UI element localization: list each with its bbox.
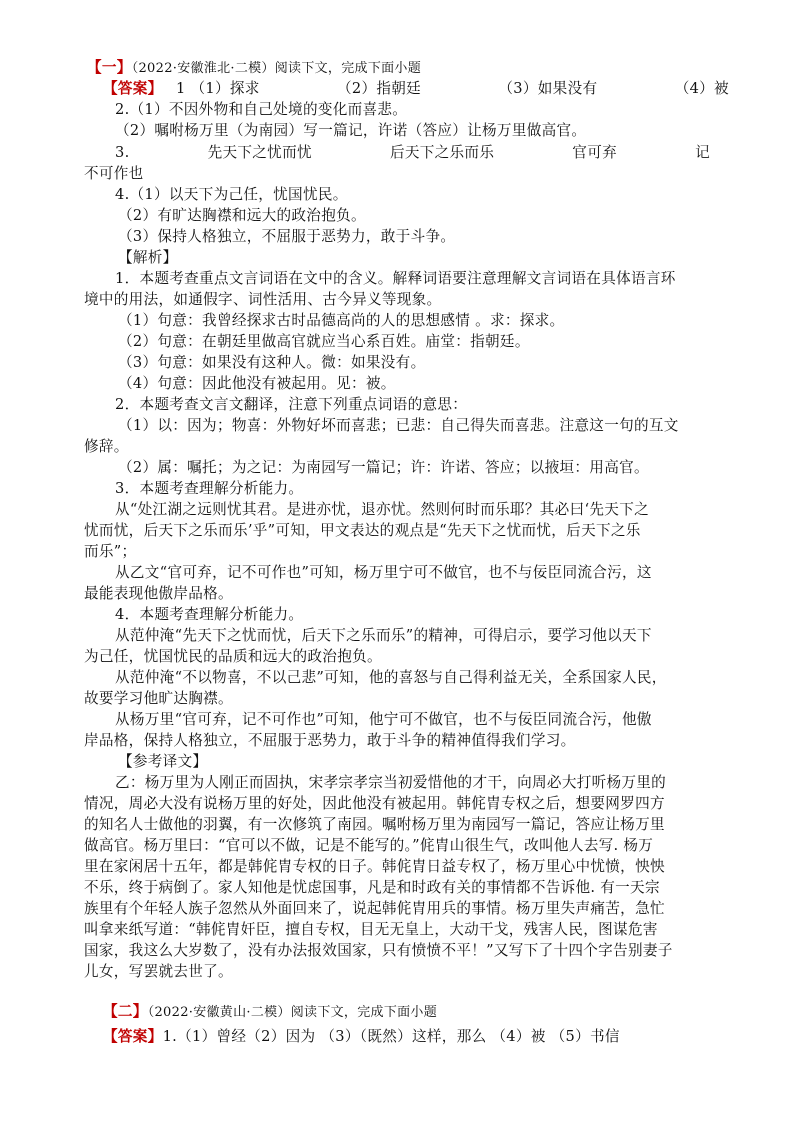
section-1-header [87,58,421,79]
section-2-answer-text: 1.（1）曾经（2）因为 （3）（既然）这样，那么 （4）被 （5）书信 [162,1028,620,1045]
answer-4-1: 4.（1）以天下为己任，忧国忧民。 [115,186,348,203]
analysis-3-text: 而乐”； [84,543,137,560]
analysis-1-item: （2）句意：在朝廷里做高官就应当心系百姓。庙堂：指朝廷。 [118,333,530,350]
answer-4-3: （3）保持人格独立，不屈服于恶势力，敢于斗争。 [118,228,456,245]
answer-2-2: （2）嘱咐杨万里（为南园）写一篇记，许诺（答应）让杨万里做高官。 [115,122,587,139]
analysis-4-text: 从范仲淹“不以物喜，不以己悲”可知，他的喜怒与自己得利益无关，全系国家人民， [115,669,667,686]
analysis-4-text: 岸品格，保持人格独立，不屈服于恶势力，敢于斗争的精神值得我们学习。 [84,732,576,749]
section-2-answer [103,1027,620,1047]
answer-1-cell: （2）指朝廷 [337,80,422,97]
section-2-label: 【二】 [103,1003,148,1020]
analysis-4-text: 从杨万里“官可弃，记不可作也”可知，他宁可不做官，也不与佞臣同流合污，他傲 [115,711,652,728]
answer-label: 【答案】 [103,80,163,97]
analysis-2-item: 修辞。 [84,438,129,455]
analysis-3-text: 最能表现他傲岸品格。 [84,585,233,602]
translation-text: 叫拿来纸写道：“韩侂胄奸臣，擅自专权，目无无皇上，大动干戈，残害人民，图谋危害 [84,921,658,938]
answer-1-cells [176,79,729,99]
answer-2-1: 2.（1）不因外物和自己处境的变化而喜悲。 [115,101,408,118]
answer-3-cell: 后天下之乐而乐 [389,144,495,161]
analysis-2-item: （2）属：嘱托；为之记：为南园写一篇记；许：许诺、答应；以掖垣：用高官。 [118,459,649,476]
translation-label: 【参考译文】 [118,753,208,770]
section-2-header [103,1002,437,1023]
translation-text: 的知名人士做他的羽翼，有一次修筑了南园。嘱咐杨万里为南园写一篇记，答应让杨万里 [84,816,665,833]
analysis-4-text: 从范仲淹“先天下之忧而忧，后天下之乐而乐”的精神，可得启示，要学习他以天下 [115,627,652,644]
answer-1-cell: 1 （1）探求 [176,80,260,97]
answer-3-cell: 官可弃 [572,144,617,161]
translation-text: 儿女，写罢就去世了。 [84,963,233,980]
analysis-1-item: （1）句意：我曾经探求古时品德高尚的人的思想感情 。求：探求。 [118,312,565,329]
answer-3-cell: 记 [695,144,710,161]
answer-3-cell: 先天下之忧而忧 [207,144,312,161]
section-2-answer-label: 【答案】 [103,1028,163,1045]
translation-text: 国家，我这么大岁数了，没有办法报效国家，只有愤愤不平！”又写下了十四个字告别妻子 [84,942,673,959]
analysis-3-text: 从“处江湖之远则忧其君。是进亦忧，退亦忧。然则何时而乐耶？其必曰‘先天下之 [115,501,649,518]
answer-3-cell: 3. [115,144,130,161]
analysis-4-text: 4．本题考查理解分析能力。 [115,606,304,623]
analysis-3-text: 从乙文“官可弃，记不可作也”可知，杨万里宁可不做官，也不与佞臣同流合污，这 [115,564,652,581]
translation-text: 里在家闲居十五年，都是韩侂胄专权的日子。韩侂胄日益专权了，杨万里心中忧愤，怏怏 [84,858,665,875]
analysis-1-item: （4）句意：因此他没有被起用。见：被。 [118,375,396,392]
answer-3-continued: 不可作也 [84,165,144,182]
analysis-2-item: （1）以：因为；物喜：外物好坏而喜悲；已悲：自己得失而喜悲。注意这一句的互文 [118,417,679,434]
section-2-title: （2022·安徽黄山·二模）阅读下文，完成下面小题 [147,1005,438,1020]
analysis-3-text: 3．本题考查理解分析能力。 [115,480,304,497]
analysis-4-text: 为己任，忧国忧民的品质和远大的政治抱负。 [84,648,382,665]
translation-text: 不乐，终于病倒了。家人知他是忧虑国事，凡是和时政有关的事情都不告诉他. 有一天宗 [84,879,660,896]
analysis-4-text: 故要学习他旷达胸襟。 [84,690,233,707]
analysis-3-text: 忧而忧，后天下之乐而乐’乎”可知，甲文表达的观点是“先天下之忧而忧，后天下之乐 [84,522,641,539]
translation-text: 乙：杨万里为人刚正而固执，宋孝宗孝宗当初爱惜他的才干，向周必大打听杨万里的 [115,774,667,791]
answer-1-cell: （4）被 [674,80,729,97]
analysis-label: 【解析】 [118,249,178,266]
section-1-title: （2022·安徽淮北·二模）阅读下文，完成下面小题 [131,61,422,76]
translation-text: 做高官。杨万里曰：“官可以不做，记是不能写的。”侂胄山很生气，改叫他人去写. 杨万 [84,837,654,854]
translation-text: 情况，周必大没有说杨万里的好处，因此他没有被起用。韩侂胄专权之后，想要网罗四方 [84,795,665,812]
analysis-2-text: 2．本题考查文言文翻译，注意下列重点词语的意思： [115,396,468,413]
analysis-1-text: 境中的用法，如通假字、词性活用、古今异义等现象。 [84,291,442,308]
answer-4-2: （2）有旷达胸襟和远大的政治抱负。 [118,207,366,224]
section-1-label: 【一】 [87,59,132,76]
answer-1-cell: （3）如果没有 [498,80,598,97]
analysis-1-item: （3）句意：如果没有这种人。微：如果没有。 [118,354,426,371]
answer-3-cells [115,143,710,163]
analysis-1-text: 1．本题考查重点文言词语在文中的含义。解释词语要注意理解文言词语在具体语言环 [115,270,676,287]
translation-text: 族里有个年轻人族子忽然从外面回来了，说起韩侂胄用兵的事情。杨万里失声痛苦，急忙 [84,900,665,917]
